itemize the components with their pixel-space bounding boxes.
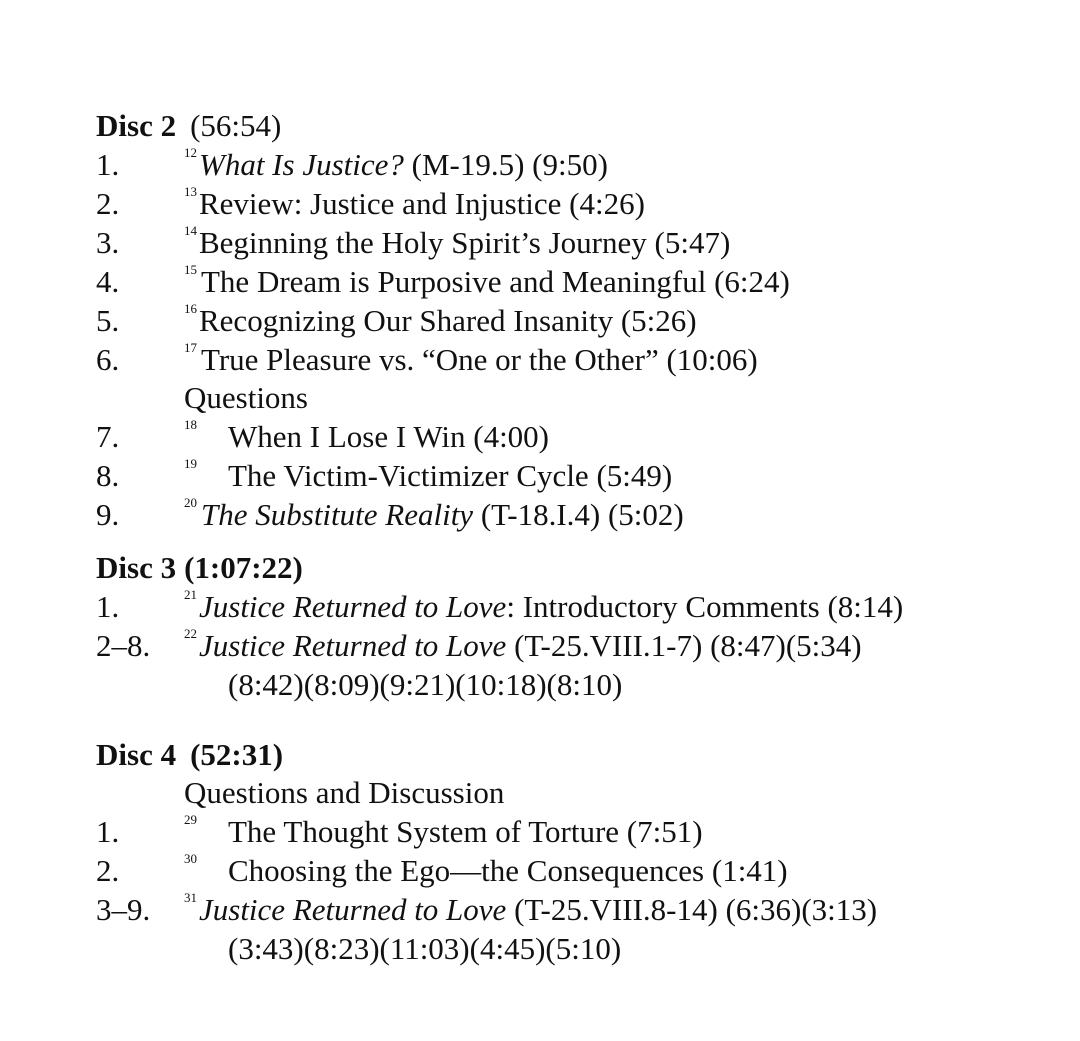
track-row [0, 890, 1080, 930]
track-ref: 12 [184, 145, 197, 160]
track-title: When I Lose I Win (4:00) [228, 419, 550, 454]
track-number: 2. [96, 186, 120, 221]
subheading-text: Questions [184, 380, 308, 415]
track-title: Recognizing Our Shared Insanity (5:26) [199, 303, 697, 338]
track-durations: (8:42)(8:09)(9:21)(10:18)(8:10) [228, 667, 623, 702]
track-ref: 16 [184, 301, 197, 316]
track-row [0, 587, 1080, 627]
track-title: Review: Justice and Injustice (4:26) [199, 186, 645, 221]
disc-3-heading [0, 548, 1080, 588]
track-number: 4. [96, 264, 120, 299]
disc-title: Disc 2 [96, 108, 177, 143]
track-row [0, 495, 1080, 535]
track-title: Justice Returned to Love (T-25.VIII.8-14) (6:36)(3:13) [199, 892, 878, 927]
track-number: 5. [96, 303, 120, 338]
track-number: 3. [96, 225, 120, 260]
track-title: The Dream is Purposive and Meaningful (6:24) [201, 264, 790, 299]
track-ref: 20 [184, 495, 197, 510]
disc-duration: (52:31) [190, 737, 284, 772]
track-ref: 14 [184, 223, 197, 238]
track-row [0, 812, 1080, 852]
track-durations: (3:43)(8:23)(11:03)(4:45)(5:10) [228, 931, 622, 966]
track-row [0, 340, 1080, 380]
track-number: 6. [96, 342, 120, 377]
section-subheading [0, 773, 1080, 813]
track-ref: 17 [184, 340, 197, 355]
track-ref: 31 [184, 890, 197, 905]
track-row [0, 301, 1080, 341]
track-number: 1. [96, 814, 120, 849]
track-title: Justice Returned to Love: Introductory Comments (8:14) [199, 589, 904, 624]
disc-title: Disc 4 [96, 737, 177, 772]
track-ref: 22 [184, 626, 197, 641]
track-title: The Thought System of Torture (7:51) [228, 814, 703, 849]
disc-duration: (56:54) [190, 108, 282, 143]
track-continuation [0, 929, 1080, 969]
track-row [0, 223, 1080, 263]
disc-2-heading [0, 106, 1080, 146]
track-title: True Pleasure vs. “One or the Other” (10:06) [201, 342, 758, 377]
track-row [0, 851, 1080, 891]
track-title: Choosing the Ego—the Consequences (1:41) [228, 853, 788, 888]
disc-4-heading [0, 735, 1080, 775]
track-number: 2. [96, 853, 120, 888]
track-number: 3–9. [96, 892, 151, 927]
track-ref: 29 [184, 812, 197, 827]
track-ref: 30 [184, 851, 197, 866]
track-continuation [0, 665, 1080, 705]
track-ref: 21 [184, 587, 197, 602]
track-row [0, 184, 1080, 224]
track-row [0, 262, 1080, 302]
track-row [0, 626, 1080, 666]
track-number: 1. [96, 147, 120, 182]
track-title: Beginning the Holy Spirit’s Journey (5:47) [199, 225, 731, 260]
track-number: 2–8. [96, 628, 151, 663]
track-ref: 19 [184, 456, 197, 471]
disc-duration: (1:07:22) [184, 550, 303, 585]
track-number: 8. [96, 458, 120, 493]
track-title: The Victim-Victimizer Cycle (5:49) [228, 458, 673, 493]
track-ref: 18 [184, 417, 197, 432]
track-number: 1. [96, 589, 120, 624]
section-subheading [0, 378, 1080, 418]
subheading-text: Questions and Discussion [184, 775, 505, 810]
track-row [0, 456, 1080, 496]
track-row [0, 145, 1080, 185]
disc-title: Disc 3 [96, 550, 177, 585]
track-title: The Substitute Reality (T-18.I.4) (5:02) [201, 497, 684, 532]
track-number: 7. [96, 419, 120, 454]
track-ref: 15 [184, 262, 197, 277]
track-title: Justice Returned to Love (T-25.VIII.1-7) (8:47)(5:34) [199, 628, 862, 663]
track-number: 9. [96, 497, 120, 532]
track-title: What Is Justice? (M-19.5) (9:50) [199, 147, 608, 182]
track-row [0, 417, 1080, 457]
track-ref: 13 [184, 184, 197, 199]
